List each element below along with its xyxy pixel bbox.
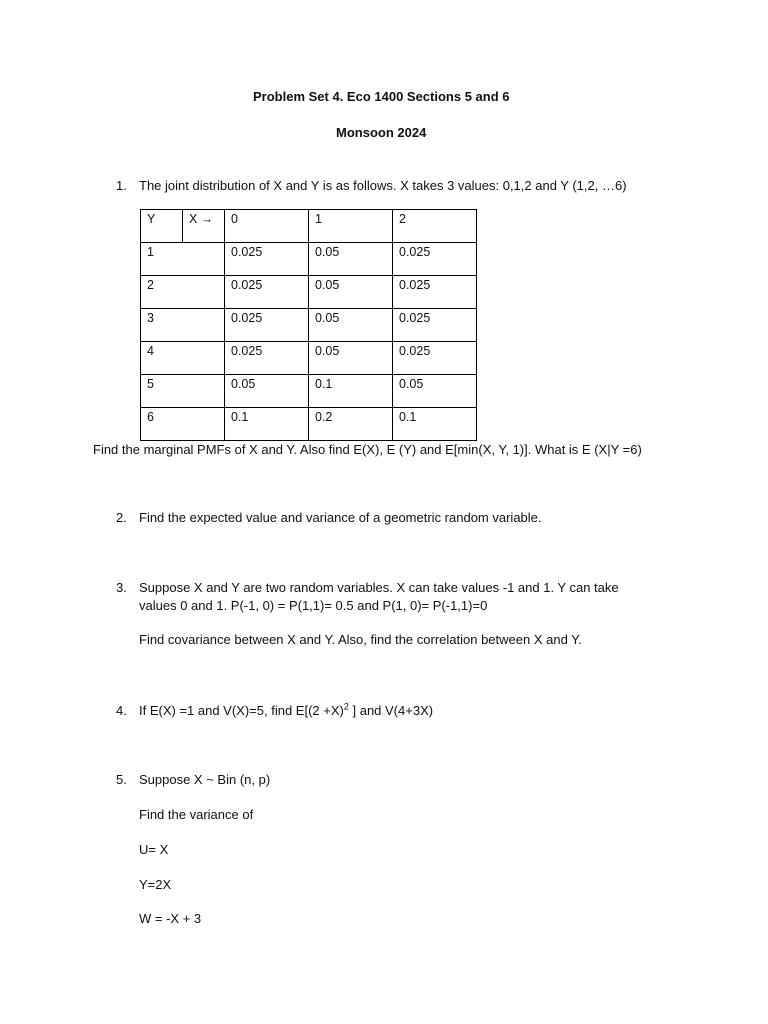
q3-number: 3. — [116, 580, 127, 595]
q2-text: Find the expected value and variance of a geometric random variable. — [139, 510, 542, 525]
q4-text-a: If E(X) =1 and V(X)=5, find E[(2 +X) — [139, 703, 344, 718]
q5-u: U= X — [139, 842, 169, 857]
q3-line-1: Suppose X and Y are two random variables. X can take values -1 and 1. Y can take — [139, 580, 619, 595]
joint-distribution-table — [140, 209, 477, 441]
q5-w: W = -X + 3 — [139, 911, 202, 926]
table-row — [141, 342, 477, 375]
probability-cell: 0.025 — [225, 276, 309, 309]
q5-line-1: Suppose X ~ Bin (n, p) — [139, 772, 271, 787]
q5-y: Y=2X — [139, 877, 172, 892]
q5-line-2: Find the variance of — [139, 807, 254, 822]
y-header-cell: Y — [141, 210, 183, 243]
probability-cell: 0.05 — [393, 375, 477, 408]
document-term: Monsoon 2024 — [336, 125, 427, 140]
q3-line-2: values 0 and 1. P(-1, 0) = P(1,1)= 0.5 and P(1, 0)= P(-1,1)=0 — [139, 598, 488, 613]
probability-cell: 0.025 — [225, 342, 309, 375]
document-title: Problem Set 4. Eco 1400 Sections 5 and 6 — [253, 89, 510, 104]
q4-text — [139, 703, 433, 719]
probability-cell: 0.2 — [309, 408, 393, 441]
probability-cell: 0.025 — [393, 342, 477, 375]
probability-cell: 0.05 — [309, 243, 393, 276]
q3-line-3: Find covariance between X and Y. Also, find the correlation between X and Y. — [139, 632, 582, 647]
probability-cell: 0.025 — [225, 309, 309, 342]
q5-number: 5. — [116, 772, 127, 787]
x-header-cell: X → — [183, 210, 225, 243]
table-row — [141, 243, 477, 276]
probability-cell: 0.1 — [225, 408, 309, 441]
y-value-cell: 3 — [141, 309, 225, 342]
table-header-row — [141, 210, 477, 243]
x-value-header: 2 — [393, 210, 477, 243]
y-value-cell: 1 — [141, 243, 225, 276]
x-value-header: 0 — [225, 210, 309, 243]
table-row — [141, 408, 477, 441]
probability-cell: 0.1 — [393, 408, 477, 441]
probability-cell: 0.025 — [393, 309, 477, 342]
q2-number: 2. — [116, 510, 127, 525]
table-row — [141, 309, 477, 342]
q4-number: 4. — [116, 703, 127, 718]
probability-cell: 0.05 — [225, 375, 309, 408]
y-value-cell: 2 — [141, 276, 225, 309]
y-value-cell: 4 — [141, 342, 225, 375]
q1-text: The joint distribution of X and Y is as follows. X takes 3 values: 0,1,2 and Y (1,2, …6) — [139, 178, 627, 193]
q1-followup: Find the marginal PMFs of X and Y. Also find E(X), E (Y) and E[min(X, Y, 1)]. What is E (X|Y =6) — [93, 442, 642, 457]
probability-cell: 0.025 — [393, 243, 477, 276]
x-value-header: 1 — [309, 210, 393, 243]
probability-cell: 0.025 — [393, 276, 477, 309]
probability-cell: 0.05 — [309, 342, 393, 375]
y-value-cell: 5 — [141, 375, 225, 408]
q4-text-b: ] and V(4+3X) — [348, 703, 434, 718]
q4-superscript: 2 — [343, 701, 349, 712]
q1-number: 1. — [116, 178, 127, 193]
probability-cell: 0.05 — [309, 276, 393, 309]
y-value-cell: 6 — [141, 408, 225, 441]
table-row — [141, 375, 477, 408]
probability-cell: 0.05 — [309, 309, 393, 342]
probability-cell: 0.1 — [309, 375, 393, 408]
probability-cell: 0.025 — [225, 243, 309, 276]
table-row — [141, 276, 477, 309]
